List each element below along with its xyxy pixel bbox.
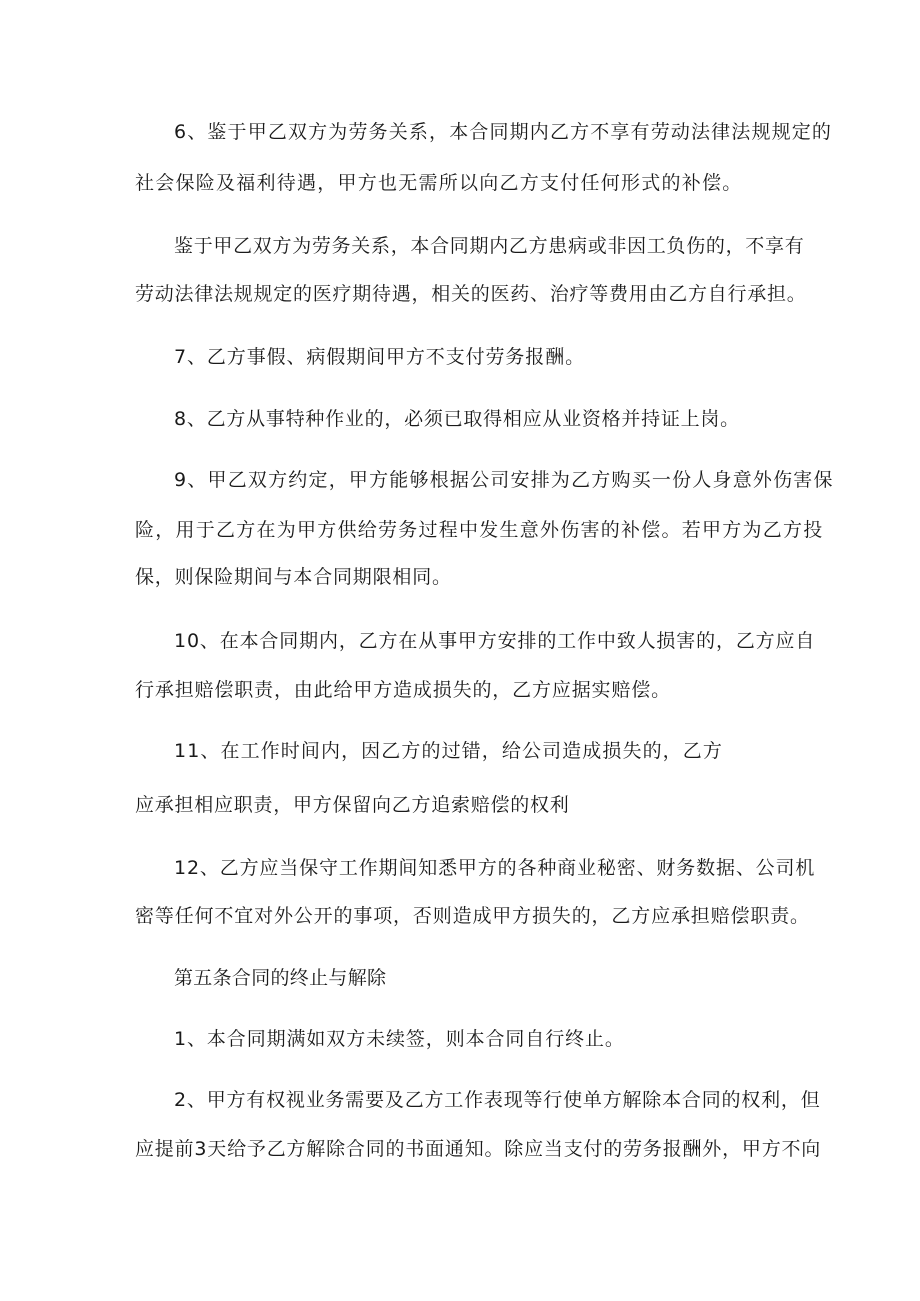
clause-6-sub-line-2: 劳动法律法规规定的医疗期待遇，相关的医药、治疗等费用由乙方自行承担。 (135, 283, 807, 305)
section-5-clause-1: 1、本合同期满如双方未续签，则本合同自行终止。 (174, 1028, 625, 1050)
clause-9-line-3: 保，则保险期间与本合同期限相同。 (135, 566, 452, 588)
clause-12-line-1: 12、乙方应当保守工作期间知悉甲方的各种商业秘密、财务数据、公司机 (174, 857, 816, 879)
clause-12-line-2: 密等任何不宜对外公开的事项，否则造成甲方损失的，乙方应承担赔偿职责。 (135, 905, 810, 927)
clause-9-line-1: 9、甲乙双方约定，甲方能够根据公司安排为乙方购买一份人身意外伤害保 (174, 469, 834, 491)
clause-11-line-1: 11、在工作时间内，因乙方的过错，给公司造成损失的，乙方 (174, 740, 723, 762)
clause-10-line-2: 行承担赔偿职责，由此给甲方造成损失的，乙方应据实赔偿。 (135, 679, 671, 701)
clause-10-line-1: 10、在本合同期内，乙方在从事甲方安排的工作中致人损害的，乙方应自 (174, 630, 816, 652)
section-5-clause-2-line-2: 应提前3天给予乙方解除合同的书面通知。除应当支付的劳务报酬外，甲方不向 (135, 1138, 822, 1160)
clause-7: 7、乙方事假、病假期间甲方不支付劳务报酬。 (174, 346, 585, 368)
clause-9-line-2: 险，用于乙方在为甲方供给劳务过程中发生意外伤害的补偿。若甲方为乙方投 (135, 519, 824, 541)
clause-6-line-1: 6、鉴于甲乙双方为劳务关系，本合同期内乙方不享有劳动法律法规规定的 (174, 121, 833, 143)
clause-6-line-2: 社会保险及福利待遇，甲方也无需所以向乙方支付任何形式的补偿。 (135, 172, 743, 194)
section-5-heading: 第五条合同的终止与解除 (174, 967, 387, 989)
clause-11-line-2: 应承担相应职责，甲方保留向乙方追索赔偿的权利 (135, 794, 570, 816)
section-5-clause-2-line-1: 2、甲方有权视业务需要及乙方工作表现等行使单方解除本合同的权利，但 (174, 1089, 821, 1111)
clause-8: 8、乙方从事特种作业的，必须已取得相应从业资格并持证上岗。 (174, 408, 740, 430)
clause-6-sub-line-1: 鉴于甲乙双方为劳务关系，本合同期内乙方患病或非因工负伤的，不享有 (174, 235, 805, 257)
